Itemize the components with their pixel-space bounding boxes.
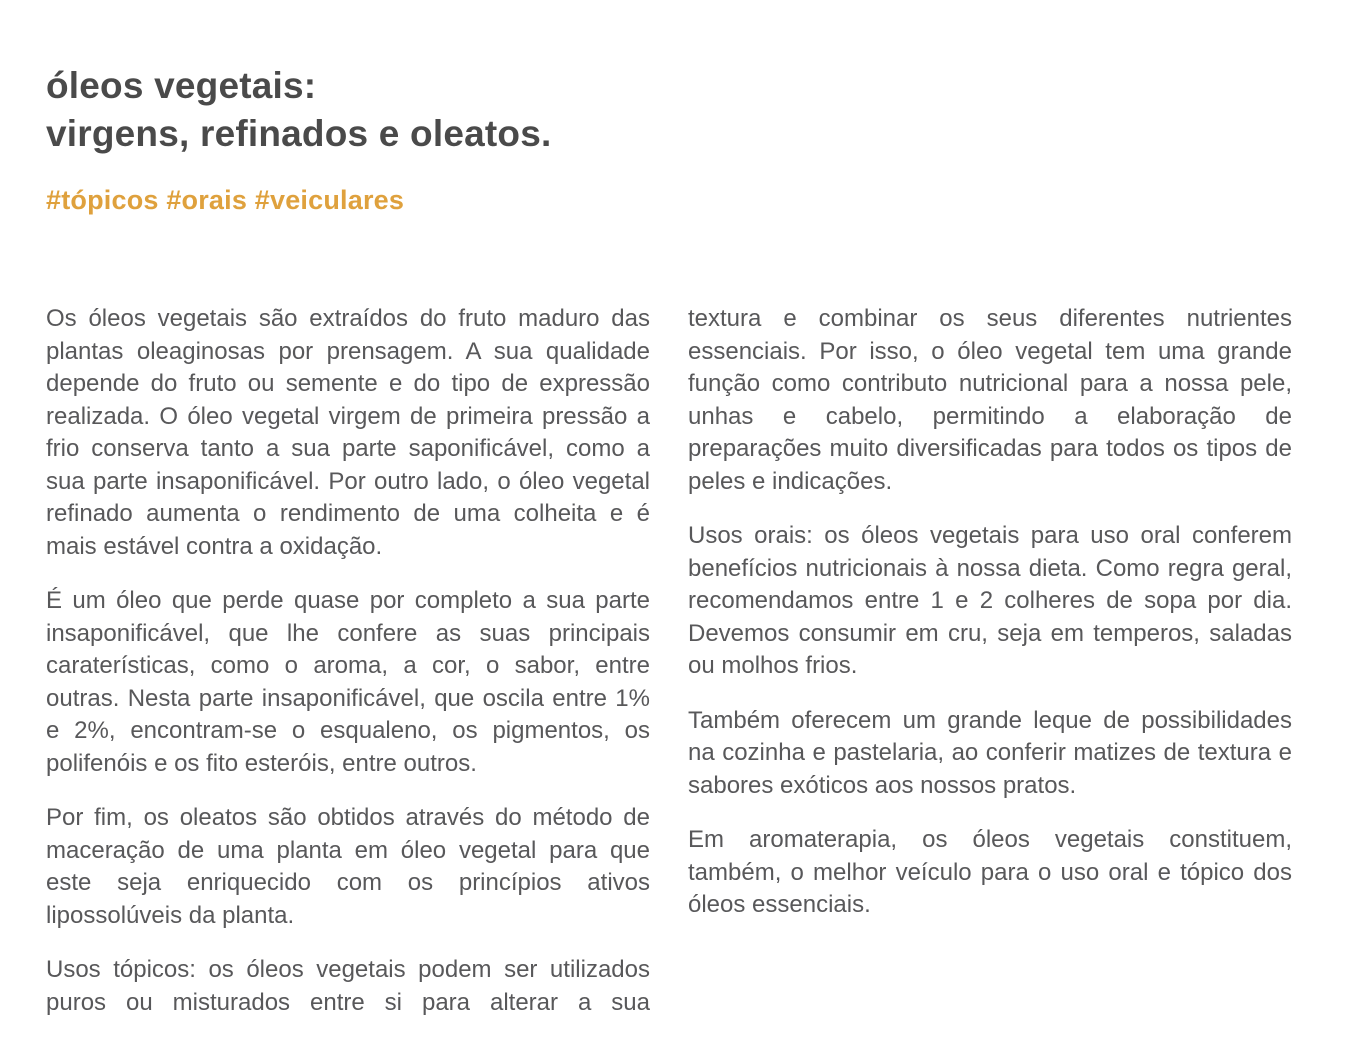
paragraph-topical-uses-start: Usos tópicos: os óleos vegetais podem ser utilizados puros ou misturados entre si para alterar a sua (46, 956, 650, 1016)
title-line-2: virgens, refinados e oleatos. (46, 113, 552, 154)
left-column (46, 303, 650, 1041)
paragraph-oleates: Por fim, os oleatos são obtidos através do método de maceração de uma planta em óleo vegetal para que este seja enriquecido com os princípios ativos lipossolúveis da planta. (46, 804, 650, 929)
paragraph-aromatherapy: Em aromaterapia, os óleos vegetais constituem, também, o melhor veículo para o uso oral e tópico dos óleos essenciais. (688, 826, 1292, 918)
paragraph-topical-uses-continued: textura e combinar os seus diferentes nutrientes essenciais. Por isso, o óleo vegetal tem uma grande função como contributo nutricional para a nossa pele, unhas e cabelo, permitindo a elaboração de preparações muito diversificadas para todos os tipos de peles e indicações. (688, 305, 1292, 495)
text-columns (46, 303, 1293, 1041)
paragraph-cooking: Também oferecem um grande leque de possibilidades na cozinha e pastelaria, ao conferir matizes de textura e sabores exóticos aos nossos pratos. (688, 706, 1292, 799)
right-column (688, 303, 1292, 1041)
paragraph-refined-oil: É um óleo que perde quase por completo a sua parte insaponificável, que lhe confere as suas principais caraterísticas, como o aroma, a cor, o sabor, entre outras. Nesta parte insaponificável, que oscila entre 1% e 2%, encontram-se o esqualeno, os pigmentos, os polifenóis e os fito esteróis, entre outros. (46, 587, 650, 777)
hashtag-line: #tópicos #orais #veiculares (46, 185, 405, 215)
page-title (46, 62, 1352, 158)
paragraph-oral-uses: Usos orais: os óleos vegetais para uso oral conferem benefícios nutricionais à nossa dieta. Como regra geral, recomendamos entre 1 e 2 colheres de sopa por dia. Devemos consumir em cru, seja em temperos, saladas ou molhos frios. (688, 522, 1292, 679)
title-line-1: óleos vegetais: (46, 65, 317, 106)
paragraph-intro-oils: Os óleos vegetais são extraídos do fruto maduro das plantas oleaginosas por prensagem. A sua qualidade depende do fruto ou semente e do tipo de expressão realizada. O óleo vegetal virgem de primeira pressão a frio conserva tanto a sua parte saponificável, como a sua parte insaponificável. Por outro lado, o óleo vegetal refinado aumenta o rendimento de uma colheita e é mais estável contra a oxidação. (46, 305, 650, 560)
